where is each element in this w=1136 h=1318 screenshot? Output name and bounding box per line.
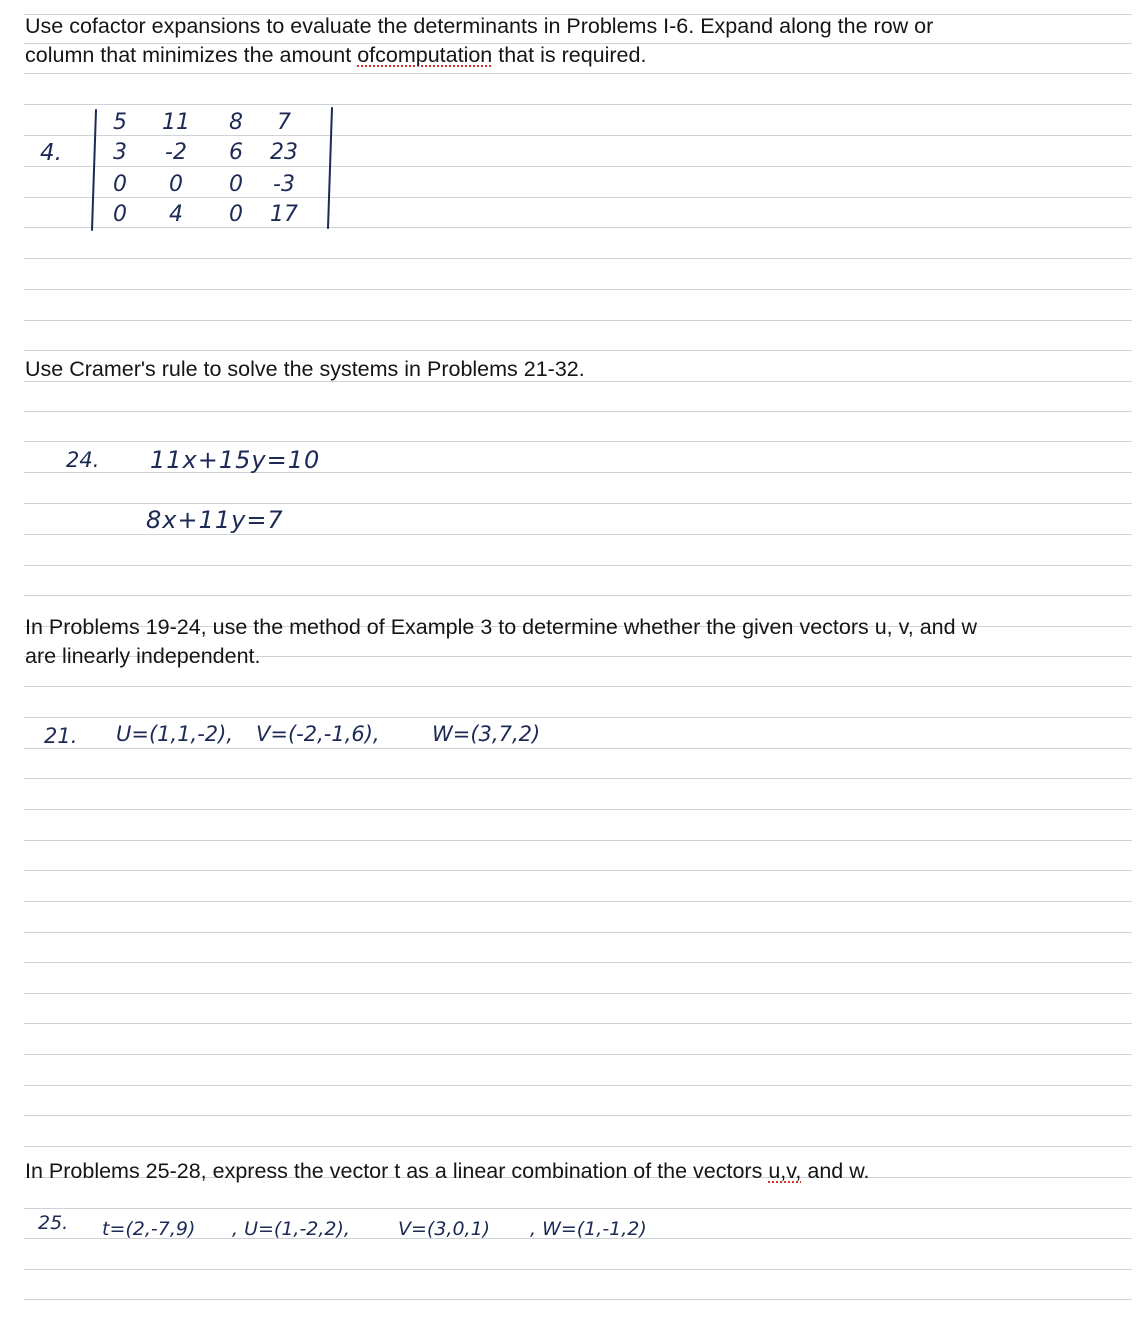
ruled-line [24,441,1132,442]
matrix-entry: 5 [113,110,127,135]
matrix-entry: 23 [270,140,298,165]
matrix-entry: 0 [169,172,183,197]
ruled-line [24,1299,1132,1300]
ruled-line [24,595,1132,596]
matrix-entry: 6 [229,140,243,165]
vector-w-25: , W=(1,-1,2) [530,1218,647,1240]
ruled-line [24,320,1132,321]
vector-v-25: V=(3,0,1) [398,1218,491,1240]
cofactor-instruction-line-2-end: that is required. [492,43,647,67]
cofactor-instruction-line-2 [25,41,933,70]
ruled-line [24,717,1132,718]
cofactor-instruction-line-1: Use cofactor expansions to evaluate the determinants in Problems I-6. Expand along the row or [25,14,934,38]
ruled-line [24,840,1132,841]
matrix-entry: 0 [229,202,243,227]
spellcheck-flagged-vectors[interactable]: u,v, [768,1159,802,1183]
matrix-entry: 17 [270,202,298,227]
matrix-entry: 0 [229,172,243,197]
determinant-matrix [30,100,350,240]
ruled-line [24,748,1132,749]
matrix-entry: 3 [113,140,127,165]
problem-21-number: 21. [44,724,78,748]
problem-25-number: 25. [38,1212,69,1234]
ruled-line [24,565,1132,566]
ruled-line [24,870,1132,871]
matrix-entry: 4 [169,202,183,227]
ruled-line [24,289,1132,290]
ruled-line [24,258,1132,259]
ruled-line [24,901,1132,902]
ruled-line [24,1208,1132,1209]
ruled-line [24,686,1132,687]
ruled-line [24,809,1132,810]
vector-w: W=(3,7,2) [432,722,541,746]
ruled-line [24,1023,1132,1024]
cramer-instruction: Use Cramer's rule to solve the systems in Problems 21-32. [25,357,585,381]
ruled-line [24,778,1132,779]
equation-1: 11x+15y=10 [150,446,321,474]
problem-4-number: 4. [40,140,62,166]
linear-combination-instruction [25,1157,870,1186]
linear-combination-instruction-start: In Problems 25-28, express the vector t as a linear combination of the vectors [25,1159,769,1183]
matrix-entry: 7 [277,110,291,135]
matrix-entry: -3 [273,172,295,197]
matrix-entry: 0 [113,202,127,227]
independence-instruction-line-1: In Problems 19-24, use the method of Example 3 to determine whether the given vectors u, v, and w [25,615,978,639]
independence-instruction-line-2: are linearly independent. [25,644,261,668]
matrix-entry: 8 [229,110,243,135]
ruled-line [24,1054,1132,1055]
problem-24-number: 24. [66,448,100,472]
vector-t: t=(2,-7,9) [102,1218,196,1240]
vector-u: U=(1,1,-2), [116,722,234,746]
vector-v: V=(-2,-1,6), [256,722,380,746]
vector-u-25: , U=(1,-2,2), [232,1218,350,1240]
cofactor-instruction-line-2-start: column that minimizes the amount [25,43,358,67]
matrix-entry: -2 [165,140,187,165]
cofactor-instructions [25,12,933,70]
independence-instructions [25,613,977,671]
ruled-line [24,1146,1132,1147]
ruled-line [24,534,1132,535]
ruled-line [24,1115,1132,1116]
ruled-line [24,1085,1132,1086]
ruled-line [24,73,1132,74]
ruled-line [24,932,1132,933]
linear-combination-instruction-end: and w. [801,1159,870,1183]
ruled-line [24,962,1132,963]
ruled-line [24,993,1132,994]
equation-2: 8x+11y=7 [146,506,284,534]
matrix-entry: 11 [162,110,190,135]
ruled-line [24,1269,1132,1270]
ruled-line [24,503,1132,504]
ruled-line [24,350,1132,351]
ruled-line [24,411,1132,412]
spellcheck-flagged-word[interactable]: ofcomputation [357,43,493,67]
matrix-entry: 0 [113,172,127,197]
